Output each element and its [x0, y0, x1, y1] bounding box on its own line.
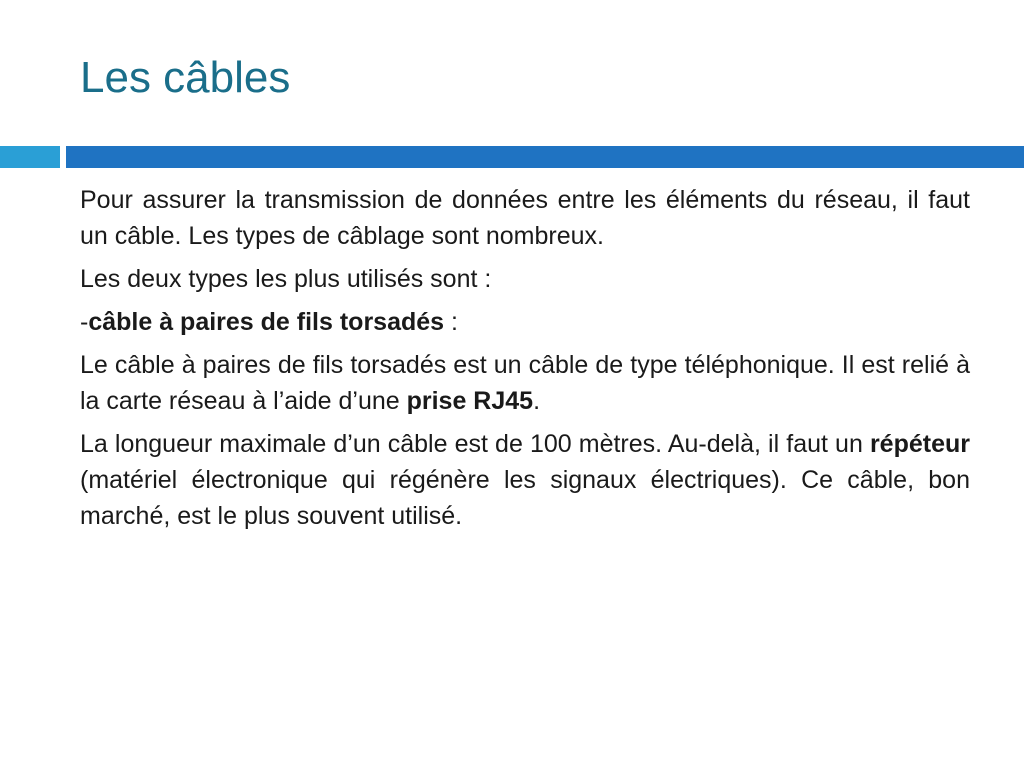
heading-colon: : [444, 308, 458, 336]
rj45-term: prise RJ45 [406, 387, 534, 415]
paragraph-intro: Pour assurer la transmission de données entre les éléments du réseau, il faut un câble. Les types de câblage sont nombreux. [80, 186, 970, 250]
description-text: Le câble à paires de fils torsadés est un câble de type téléphonique. Il est relié à la carte réseau à l’aide d’une [80, 351, 970, 415]
slide-title: Les câbles [80, 53, 291, 102]
max-length-text-end: (matériel électronique qui régénère les signaux électriques). Ce câble, bon marché, est le plus souvent utilisé. [80, 466, 970, 530]
repeater-term: répéteur [869, 430, 970, 458]
twisted-pair-term: câble à paires de fils torsadés [88, 308, 445, 336]
max-length-text-start: La longueur maximale d’un câble est de 100 mètres. Au-delà, il faut un [80, 430, 870, 458]
paragraph-twisted-pair-heading [80, 304, 970, 340]
title-divider-accent [0, 146, 60, 168]
slide-body [80, 182, 970, 541]
title-divider-bar [66, 146, 1024, 168]
description-period: . [533, 387, 541, 415]
paragraph-max-length [80, 426, 970, 534]
paragraph-types: Les deux types les plus utilisés sont : [80, 265, 492, 293]
heading-dash: - [80, 308, 89, 336]
paragraph-twisted-pair-description [80, 347, 970, 419]
